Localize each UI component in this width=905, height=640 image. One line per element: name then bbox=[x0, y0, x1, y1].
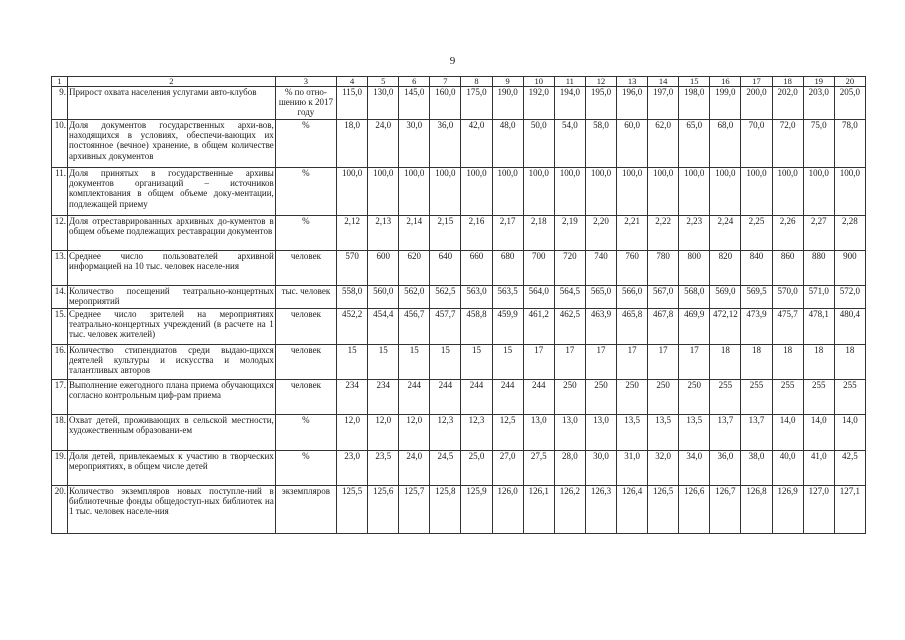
year-value: 100,0 bbox=[337, 168, 368, 216]
year-value: 15 bbox=[368, 345, 399, 380]
row-number: 11. bbox=[52, 168, 68, 216]
year-value: 126,7 bbox=[710, 486, 741, 534]
year-value: 126,9 bbox=[772, 486, 803, 534]
year-value: 2,26 bbox=[772, 216, 803, 251]
year-value: 244 bbox=[461, 380, 492, 415]
year-value: 60,0 bbox=[617, 120, 648, 168]
year-value: 2,28 bbox=[834, 216, 865, 251]
year-value: 42,5 bbox=[834, 451, 865, 486]
year-value: 126,4 bbox=[617, 486, 648, 534]
indicator-name: Количество стипендиатов среди выдаю-щихся деятелей культуры и искусства и молодых талантливых авторов bbox=[68, 345, 276, 380]
year-value: 100,0 bbox=[834, 168, 865, 216]
year-value: 17 bbox=[679, 345, 710, 380]
year-value: 25,0 bbox=[461, 451, 492, 486]
year-value: 203,0 bbox=[803, 87, 834, 120]
year-value: 54,0 bbox=[554, 120, 585, 168]
header-cell: 19 bbox=[803, 77, 834, 87]
year-value: 255 bbox=[741, 380, 772, 415]
table-row bbox=[52, 251, 866, 286]
year-value: 72,0 bbox=[772, 120, 803, 168]
unit-of-measure: % bbox=[275, 168, 336, 216]
year-value: 880 bbox=[803, 251, 834, 286]
row-number: 9. bbox=[52, 87, 68, 120]
year-value: 15 bbox=[399, 345, 430, 380]
indicator-name: Доля отреставрированных архивных до-кументов в общем объеме подлежащих реставрации документов bbox=[68, 216, 276, 251]
year-value: 200,0 bbox=[741, 87, 772, 120]
year-value: 13,0 bbox=[523, 415, 554, 451]
year-value: 680 bbox=[492, 251, 523, 286]
year-value: 2,20 bbox=[585, 216, 616, 251]
unit-of-measure: человек bbox=[275, 309, 336, 345]
year-value: 600 bbox=[368, 251, 399, 286]
year-value: 13,7 bbox=[741, 415, 772, 451]
year-value: 190,0 bbox=[492, 87, 523, 120]
year-value: 569,0 bbox=[710, 286, 741, 309]
indicator-name: Количество экземпляров новых поступле-ний в библиотечные фонды общедоступ-ных библиотек на 1 тыс. человек населе-ния bbox=[68, 486, 276, 534]
year-value: 456,7 bbox=[399, 309, 430, 345]
row-number: 14. bbox=[52, 286, 68, 309]
year-value: 28,0 bbox=[554, 451, 585, 486]
indicator-table bbox=[51, 76, 866, 534]
year-value: 12,5 bbox=[492, 415, 523, 451]
year-value: 569,5 bbox=[741, 286, 772, 309]
year-value: 195,0 bbox=[585, 87, 616, 120]
year-value: 234 bbox=[368, 380, 399, 415]
year-value: 15 bbox=[492, 345, 523, 380]
year-value: 463,9 bbox=[585, 309, 616, 345]
year-value: 42,0 bbox=[461, 120, 492, 168]
table-row bbox=[52, 120, 866, 168]
unit-of-measure: % bbox=[275, 451, 336, 486]
year-value: 65,0 bbox=[679, 120, 710, 168]
year-value: 570 bbox=[337, 251, 368, 286]
year-value: 2,23 bbox=[679, 216, 710, 251]
year-value: 13,5 bbox=[648, 415, 679, 451]
year-value: 175,0 bbox=[461, 87, 492, 120]
year-value: 475,7 bbox=[772, 309, 803, 345]
year-value: 13,0 bbox=[554, 415, 585, 451]
row-number: 17. bbox=[52, 380, 68, 415]
year-value: 558,0 bbox=[337, 286, 368, 309]
year-value: 70,0 bbox=[741, 120, 772, 168]
year-value: 48,0 bbox=[492, 120, 523, 168]
table-row bbox=[52, 486, 866, 534]
year-value: 115,0 bbox=[337, 87, 368, 120]
year-value: 572,0 bbox=[834, 286, 865, 309]
year-value: 130,0 bbox=[368, 87, 399, 120]
year-value: 472,12 bbox=[710, 309, 741, 345]
unit-of-measure: человек bbox=[275, 345, 336, 380]
year-value: 2,17 bbox=[492, 216, 523, 251]
year-value: 126,3 bbox=[585, 486, 616, 534]
year-value: 18 bbox=[772, 345, 803, 380]
row-number: 18. bbox=[52, 415, 68, 451]
year-value: 18,0 bbox=[337, 120, 368, 168]
year-value: 244 bbox=[492, 380, 523, 415]
year-value: 620 bbox=[399, 251, 430, 286]
header-cell: 16 bbox=[710, 77, 741, 87]
year-value: 30,0 bbox=[585, 451, 616, 486]
year-value: 566,0 bbox=[617, 286, 648, 309]
year-value: 100,0 bbox=[523, 168, 554, 216]
year-value: 2,25 bbox=[741, 216, 772, 251]
year-value: 127,0 bbox=[803, 486, 834, 534]
year-value: 250 bbox=[554, 380, 585, 415]
row-number: 13. bbox=[52, 251, 68, 286]
year-value: 100,0 bbox=[803, 168, 834, 216]
year-value: 100,0 bbox=[772, 168, 803, 216]
year-value: 234 bbox=[337, 380, 368, 415]
table-row bbox=[52, 345, 866, 380]
year-value: 100,0 bbox=[399, 168, 430, 216]
year-value: 2,24 bbox=[710, 216, 741, 251]
year-value: 126,0 bbox=[492, 486, 523, 534]
year-value: 32,0 bbox=[648, 451, 679, 486]
year-value: 41,0 bbox=[803, 451, 834, 486]
year-value: 30,0 bbox=[399, 120, 430, 168]
year-value: 17 bbox=[554, 345, 585, 380]
year-value: 34,0 bbox=[679, 451, 710, 486]
year-value: 244 bbox=[523, 380, 554, 415]
table-row bbox=[52, 87, 866, 120]
year-value: 15 bbox=[337, 345, 368, 380]
table-header-row bbox=[52, 77, 866, 87]
year-value: 15 bbox=[430, 345, 461, 380]
year-value: 100,0 bbox=[368, 168, 399, 216]
year-value: 840 bbox=[741, 251, 772, 286]
table-row bbox=[52, 380, 866, 415]
year-value: 31,0 bbox=[617, 451, 648, 486]
year-value: 13,5 bbox=[679, 415, 710, 451]
unit-of-measure: % по отно-шению к 2017 году bbox=[275, 87, 336, 120]
year-value: 660 bbox=[461, 251, 492, 286]
header-cell: 10 bbox=[523, 77, 554, 87]
row-number: 10. bbox=[52, 120, 68, 168]
year-value: 18 bbox=[741, 345, 772, 380]
unit-of-measure: % bbox=[275, 120, 336, 168]
year-value: 100,0 bbox=[554, 168, 585, 216]
table-row bbox=[52, 216, 866, 251]
year-value: 197,0 bbox=[648, 87, 679, 120]
header-cell: 12 bbox=[585, 77, 616, 87]
year-value: 12,0 bbox=[399, 415, 430, 451]
year-value: 571,0 bbox=[803, 286, 834, 309]
year-value: 13,7 bbox=[710, 415, 741, 451]
year-value: 461,2 bbox=[523, 309, 554, 345]
year-value: 564,5 bbox=[554, 286, 585, 309]
year-value: 2,12 bbox=[337, 216, 368, 251]
indicator-name: Доля детей, привлекаемых к участию в творческих мероприятиях, в общем числе детей bbox=[68, 451, 276, 486]
year-value: 100,0 bbox=[648, 168, 679, 216]
year-value: 458,8 bbox=[461, 309, 492, 345]
year-value: 18 bbox=[803, 345, 834, 380]
year-value: 18 bbox=[834, 345, 865, 380]
year-value: 50,0 bbox=[523, 120, 554, 168]
year-value: 562,5 bbox=[430, 286, 461, 309]
header-cell: 2 bbox=[68, 77, 276, 87]
year-value: 454,4 bbox=[368, 309, 399, 345]
header-cell: 15 bbox=[679, 77, 710, 87]
year-value: 2,27 bbox=[803, 216, 834, 251]
year-value: 459,9 bbox=[492, 309, 523, 345]
year-value: 126,8 bbox=[741, 486, 772, 534]
year-value: 250 bbox=[679, 380, 710, 415]
year-value: 196,0 bbox=[617, 87, 648, 120]
year-value: 250 bbox=[648, 380, 679, 415]
year-value: 720 bbox=[554, 251, 585, 286]
row-number: 19. bbox=[52, 451, 68, 486]
row-number: 15. bbox=[52, 309, 68, 345]
table-row bbox=[52, 309, 866, 345]
year-value: 125,8 bbox=[430, 486, 461, 534]
year-value: 820 bbox=[710, 251, 741, 286]
year-value: 563,0 bbox=[461, 286, 492, 309]
year-value: 2,14 bbox=[399, 216, 430, 251]
header-cell: 13 bbox=[617, 77, 648, 87]
year-value: 194,0 bbox=[554, 87, 585, 120]
year-value: 255 bbox=[772, 380, 803, 415]
table-row bbox=[52, 451, 866, 486]
header-cell: 6 bbox=[399, 77, 430, 87]
year-value: 126,6 bbox=[679, 486, 710, 534]
header-cell: 7 bbox=[430, 77, 461, 87]
year-value: 2,18 bbox=[523, 216, 554, 251]
unit-of-measure: человек bbox=[275, 380, 336, 415]
year-value: 145,0 bbox=[399, 87, 430, 120]
year-value: 17 bbox=[617, 345, 648, 380]
unit-of-measure: человек bbox=[275, 251, 336, 286]
year-value: 126,1 bbox=[523, 486, 554, 534]
year-value: 760 bbox=[617, 251, 648, 286]
year-value: 462,5 bbox=[554, 309, 585, 345]
year-value: 250 bbox=[585, 380, 616, 415]
year-value: 192,0 bbox=[523, 87, 554, 120]
year-value: 198,0 bbox=[679, 87, 710, 120]
year-value: 12,0 bbox=[368, 415, 399, 451]
year-value: 125,5 bbox=[337, 486, 368, 534]
indicator-name: Охват детей, проживающих в сельской местности, художественным образовани-ем bbox=[68, 415, 276, 451]
year-value: 14,0 bbox=[772, 415, 803, 451]
year-value: 75,0 bbox=[803, 120, 834, 168]
header-cell: 17 bbox=[741, 77, 772, 87]
header-cell: 3 bbox=[275, 77, 336, 87]
year-value: 2,16 bbox=[461, 216, 492, 251]
year-value: 18 bbox=[710, 345, 741, 380]
year-value: 467,8 bbox=[648, 309, 679, 345]
year-value: 125,7 bbox=[399, 486, 430, 534]
indicator-name: Среднее число зрителей на мероприятиях театрально-концертных учреждений (в расчете на 1 тыс. человек жителей) bbox=[68, 309, 276, 345]
year-value: 2,15 bbox=[430, 216, 461, 251]
year-value: 78,0 bbox=[834, 120, 865, 168]
row-number: 12. bbox=[52, 216, 68, 251]
year-value: 100,0 bbox=[461, 168, 492, 216]
header-cell: 20 bbox=[834, 77, 865, 87]
year-value: 563,5 bbox=[492, 286, 523, 309]
year-value: 17 bbox=[648, 345, 679, 380]
year-value: 480,4 bbox=[834, 309, 865, 345]
year-value: 900 bbox=[834, 251, 865, 286]
year-value: 14,0 bbox=[803, 415, 834, 451]
table-row bbox=[52, 415, 866, 451]
year-value: 2,22 bbox=[648, 216, 679, 251]
year-value: 12,0 bbox=[337, 415, 368, 451]
year-value: 13,5 bbox=[617, 415, 648, 451]
year-value: 100,0 bbox=[617, 168, 648, 216]
year-value: 199,0 bbox=[710, 87, 741, 120]
year-value: 2,21 bbox=[617, 216, 648, 251]
indicator-name: Среднее число пользователей архивной информацией на 10 тыс. человек населе-ния bbox=[68, 251, 276, 286]
year-value: 14,0 bbox=[834, 415, 865, 451]
year-value: 2,19 bbox=[554, 216, 585, 251]
header-cell: 4 bbox=[337, 77, 368, 87]
year-value: 100,0 bbox=[430, 168, 461, 216]
year-value: 562,0 bbox=[399, 286, 430, 309]
year-value: 24,5 bbox=[430, 451, 461, 486]
header-cell: 5 bbox=[368, 77, 399, 87]
header-cell: 14 bbox=[648, 77, 679, 87]
header-cell: 1 bbox=[52, 77, 68, 87]
year-value: 27,0 bbox=[492, 451, 523, 486]
year-value: 126,5 bbox=[648, 486, 679, 534]
year-value: 478,1 bbox=[803, 309, 834, 345]
year-value: 100,0 bbox=[710, 168, 741, 216]
year-value: 244 bbox=[430, 380, 461, 415]
year-value: 452,2 bbox=[337, 309, 368, 345]
year-value: 473,9 bbox=[741, 309, 772, 345]
indicator-name: Выполнение ежегодного плана приема обучающихся согласно контрольным циф-рам приема bbox=[68, 380, 276, 415]
year-value: 58,0 bbox=[585, 120, 616, 168]
year-value: 100,0 bbox=[741, 168, 772, 216]
year-value: 457,7 bbox=[430, 309, 461, 345]
indicator-name: Количество посещений театрально-концертных мероприятий bbox=[68, 286, 276, 309]
year-value: 68,0 bbox=[710, 120, 741, 168]
year-value: 740 bbox=[585, 251, 616, 286]
year-value: 100,0 bbox=[585, 168, 616, 216]
row-number: 20. bbox=[52, 486, 68, 534]
table-row bbox=[52, 286, 866, 309]
year-value: 23,5 bbox=[368, 451, 399, 486]
year-value: 255 bbox=[803, 380, 834, 415]
year-value: 24,0 bbox=[399, 451, 430, 486]
year-value: 2,13 bbox=[368, 216, 399, 251]
year-value: 560,0 bbox=[368, 286, 399, 309]
year-value: 36,0 bbox=[430, 120, 461, 168]
unit-of-measure: % bbox=[275, 415, 336, 451]
indicator-name: Доля принятых в государственные архивы документов организаций – источников комплектования в общем объеме доку-ментации, подлежащей приему bbox=[68, 168, 276, 216]
year-value: 780 bbox=[648, 251, 679, 286]
year-value: 202,0 bbox=[772, 87, 803, 120]
year-value: 100,0 bbox=[492, 168, 523, 216]
year-value: 23,0 bbox=[337, 451, 368, 486]
year-value: 40,0 bbox=[772, 451, 803, 486]
year-value: 24,0 bbox=[368, 120, 399, 168]
year-value: 125,9 bbox=[461, 486, 492, 534]
year-value: 12,3 bbox=[430, 415, 461, 451]
year-value: 860 bbox=[772, 251, 803, 286]
year-value: 800 bbox=[679, 251, 710, 286]
header-cell: 18 bbox=[772, 77, 803, 87]
year-value: 126,2 bbox=[554, 486, 585, 534]
header-cell: 11 bbox=[554, 77, 585, 87]
year-value: 160,0 bbox=[430, 87, 461, 120]
year-value: 36,0 bbox=[710, 451, 741, 486]
year-value: 465,8 bbox=[617, 309, 648, 345]
year-value: 255 bbox=[710, 380, 741, 415]
year-value: 700 bbox=[523, 251, 554, 286]
unit-of-measure: % bbox=[275, 216, 336, 251]
year-value: 565,0 bbox=[585, 286, 616, 309]
indicator-name: Доля документов государственных архи-вов, находящихся в условиях, обеспечи-вающих их постоянное (вечное) хранение, в общем количестве архивных документов bbox=[68, 120, 276, 168]
year-value: 640 bbox=[430, 251, 461, 286]
year-value: 255 bbox=[834, 380, 865, 415]
unit-of-measure: тыс. человек bbox=[275, 286, 336, 309]
year-value: 27,5 bbox=[523, 451, 554, 486]
year-value: 568,0 bbox=[679, 286, 710, 309]
unit-of-measure: экземпляров bbox=[275, 486, 336, 534]
year-value: 567,0 bbox=[648, 286, 679, 309]
year-value: 127,1 bbox=[834, 486, 865, 534]
indicator-name: Прирост охвата населения услугами авто-клубов bbox=[68, 87, 276, 120]
year-value: 125,6 bbox=[368, 486, 399, 534]
row-number: 16. bbox=[52, 345, 68, 380]
year-value: 244 bbox=[399, 380, 430, 415]
year-value: 205,0 bbox=[834, 87, 865, 120]
year-value: 62,0 bbox=[648, 120, 679, 168]
year-value: 15 bbox=[461, 345, 492, 380]
year-value: 469,9 bbox=[679, 309, 710, 345]
year-value: 100,0 bbox=[679, 168, 710, 216]
year-value: 13,0 bbox=[585, 415, 616, 451]
table-row bbox=[52, 168, 866, 216]
year-value: 564,0 bbox=[523, 286, 554, 309]
header-cell: 8 bbox=[461, 77, 492, 87]
header-cell: 9 bbox=[492, 77, 523, 87]
year-value: 38,0 bbox=[741, 451, 772, 486]
year-value: 250 bbox=[617, 380, 648, 415]
year-value: 17 bbox=[523, 345, 554, 380]
year-value: 570,0 bbox=[772, 286, 803, 309]
page-number: 9 bbox=[449, 55, 456, 67]
year-value: 12,3 bbox=[461, 415, 492, 451]
year-value: 17 bbox=[585, 345, 616, 380]
